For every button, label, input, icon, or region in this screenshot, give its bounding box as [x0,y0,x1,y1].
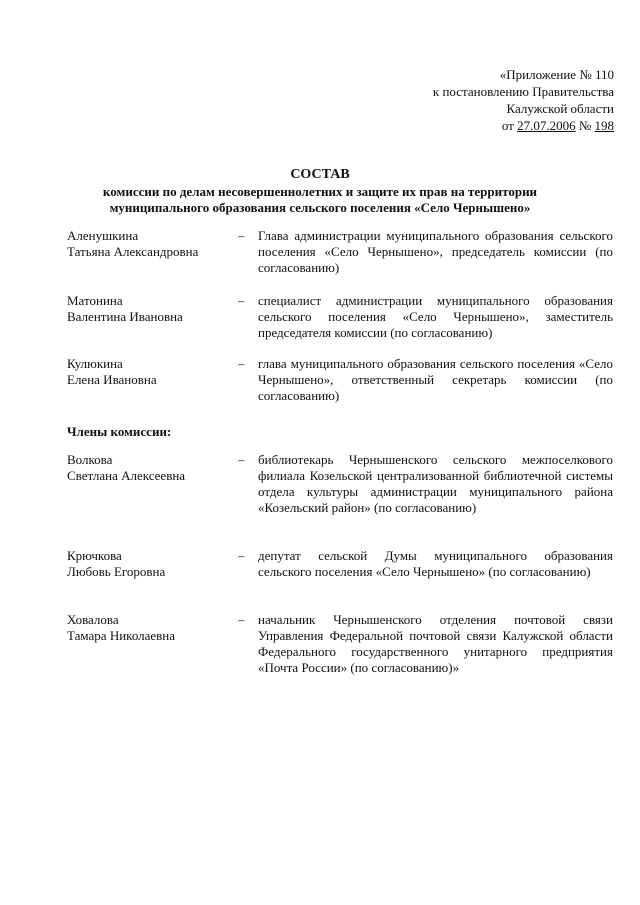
appendix-line-3: Калужской области [506,101,614,116]
separator-dash: – [238,228,245,243]
person-name [67,452,237,484]
person-given-names: Татьяна Александровна [67,244,199,259]
person-given-names: Любовь Егоровна [67,564,166,579]
person-given-names: Светлана Алексеевна [67,468,186,483]
person-surname: Кулюкина [67,356,123,371]
person-surname: Крючкова [67,548,122,563]
appendix-date: 27.07.2006 [517,118,576,133]
appendix-line-2: к постановлению Правительства [432,84,614,99]
person-name [67,356,237,388]
appendix-number-prefix: № [575,118,595,133]
person-surname: Ховалова [67,612,119,627]
appendix-number: 198 [594,118,614,133]
person-role: депутат сельской Думы муниципального образования сельского поселения «Село Чернышено» (по согласованию) [258,548,613,579]
members-heading: Члены комиссии: [67,424,172,439]
person-role: глава муниципального образования сельского поселения «Село Чернышено», ответственный секретарь комиссии (по согласованию) [258,356,613,403]
separator-dash: – [238,548,245,563]
person-name [67,612,237,644]
person-role: Глава администрации муниципального образования сельского поселения «Село Чернышено», председатель комиссии (по согласованию) [258,228,613,275]
person-name [67,293,237,325]
person-role: начальник Чернышенского отделения почтовой связи Управления Федеральной почтовой связи Калужской области Федерального государственного унитарного предприятия «Почта России» (по согласованию)» [258,612,613,675]
separator-dash: – [238,356,245,371]
person-name [67,228,237,260]
appendix-line-4 [433,117,614,134]
person-given-names: Тамара Николаевна [67,628,176,643]
title-sub-line-2: муниципального образования сельского поселения «Село Чернышено» [109,200,531,215]
appendix-line-1: «Приложение № 110 [499,67,614,82]
person-surname: Аленушкина [67,228,139,243]
person-name [67,548,237,580]
separator-dash: – [238,612,245,627]
separator-dash: – [238,293,245,308]
person-role: специалист администрации муниципального образования сельского поселения «Село Чернышено», заместитель председателя комиссии (по согласованию) [258,293,613,340]
appendix-date-prefix: от [501,118,518,133]
person-role: библиотекарь Чернышенского сельского межпоселкового филиала Козельской централизованной библиотечной системы отдела культуры администрации муниципального района «Козельский район» (по согласованию) [258,452,613,515]
person-surname: Волкова [67,452,113,467]
person-given-names: Валентина Ивановна [67,309,183,324]
separator-dash: – [238,452,245,467]
document-title [70,166,570,216]
title-sub-line-1: комиссии по делам несовершеннолетних и защите их прав на территории [102,184,538,199]
person-surname: Матонина [67,293,123,308]
appendix-reference [433,66,614,134]
title-main: СОСТАВ [290,167,350,182]
person-given-names: Елена Ивановна [67,372,157,387]
